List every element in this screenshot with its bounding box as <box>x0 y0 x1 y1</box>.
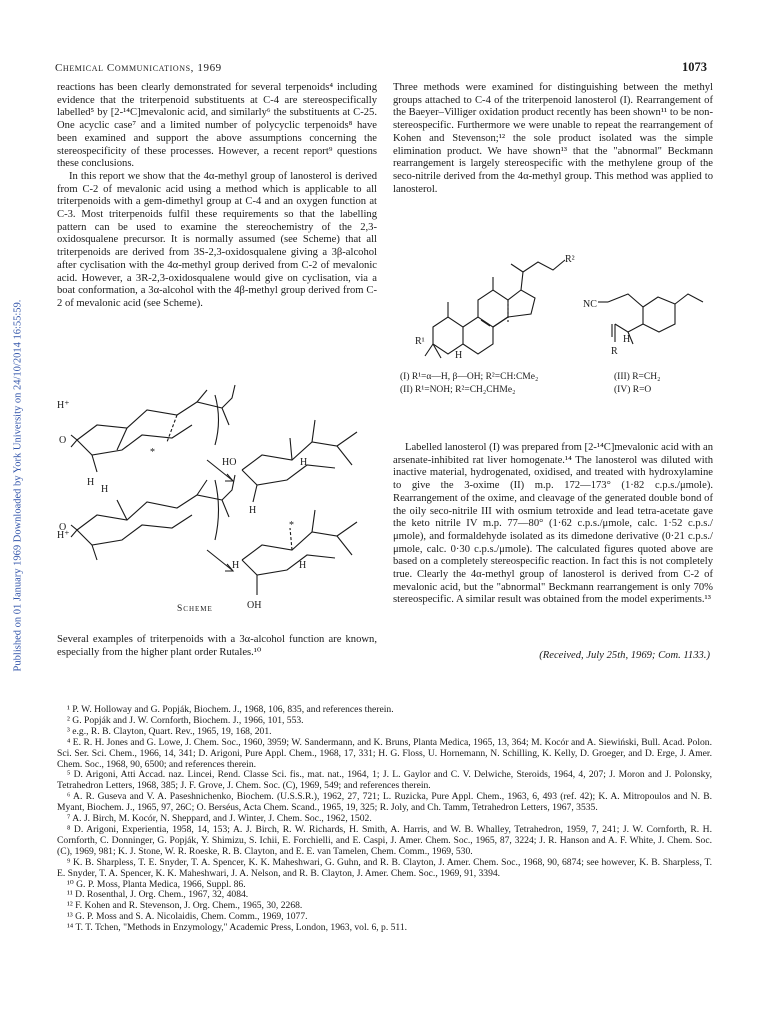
reference-11: ¹¹ D. Rosenthal, J. Org. Chem., 1967, 32, 4084. <box>67 889 249 901</box>
reference-8: ⁸ D. Arigoni, Experientia, 1958, 14, 153; A. J. Birch, R. W. Richards, H. Smith, A. Harris, and W. B. Whalley, Tetrahedron, 1959, 7, 241; J. W. Cornforth, R. H. Cornforth, C. Donninger, G. Popják, Y. Shimizu, S. Ichii, E. Forchielli, and E. Caspi, J. Amer. Chem. Soc., 1965, 87, 3224; J. R. Hanson and A. F. White, J. Chem. Soc. (C), 1969, 981; K. J. Stone, W. R. Roeske, R. B. Clayton, and E. E. van Tamelen, Chem. Comm., 1969, 530. <box>57 823 712 857</box>
reference-10: ¹⁰ G. P. Moss, Planta Medica, 1966, Suppl. 86. <box>67 878 246 890</box>
received-date: (Received, July 25th, 1969; Com. 1133.) <box>539 650 710 661</box>
reference-14: ¹⁴ T. T. Tchen, "Methods in Enzymology," Academic Press, London, 1963, vol. 6, p. 511. <box>67 922 408 934</box>
label-r2: R² <box>565 254 575 265</box>
reference-13: ¹³ G. P. Moss and S. A. Nicolaidis, Chem. Comm., 1969, 1077. <box>67 911 308 923</box>
reference-5: ⁵ D. Arigoni, Atti Accad. naz. Lincei, Rend. Classe Sci. fis., mat. nat., 1964, 1; J. L. Gaylor and C. V. Delwiche, Steroids, 1964, 4, 207; J. Moron and J. Polonsky, Tetrahedron Letters, 1968, 385; J. F. Grove, J. Chem. Soc. (C), 1969, 549; and references therein. <box>57 769 712 792</box>
label-o-bottom: O <box>59 522 67 533</box>
label-h-nitrile: H <box>623 334 631 345</box>
right-paragraph-2: Labelled lanosterol (I) was prepared from [2-¹⁴C]mevalonic acid with an arsenate-inhibited rat liver homogenate.¹⁴ The lanosterol was diluted with inactive material, hydrogenated, oxidised, and treated with hydroxylamine to give the 3-oxime (II) m.p. 172—173° (1·82 c.p.s./μmole). Rearrangement of the oxime, and cleavage of the generated double bond of the oily seco-nitrile III with osmium tetroxide and lead tetra-acetate gave the keto nitrile IV m.p. 77—80° (1·62 c.p.s./μmole, calc. 1·52 c.p.s./μmole), and formaldehyde isolated as its dimedone derivative (0·21 c.p.s./μmole, calc. 0·30 c.p.s./μmole). The calculated figures quoted above are based on a completely stereospecific reaction. In fact this is not completely true. Clearly the 4α-methyl group of lanosterol is derived from C-2 of mevalonic acid, but the "abnormal" Beckmann rearrangement is only 70% stereospecific. A similar result was obtained from the model experiments.¹³ <box>393 442 713 606</box>
left-column <box>57 82 377 311</box>
label-r: R <box>611 346 618 357</box>
references-list <box>57 705 712 934</box>
compound-label-ii: (II) R¹=NOH; R²=CH₂CHMe₂ <box>400 385 516 395</box>
left-paragraph-1: reactions has been clearly demonstrated for several terpenoids⁴ including evidence that the triterpenoid substituents at C-4 are stereospecifically labelled⁵ by [2-¹⁴C]mevalonic acid, and similarly⁶ the substituents at C-25. One acyclic case⁷ and a limited number of polycyclic terpenoids⁸ have been examined and support the above assumptions concerning the stereospecificity of these processes. However, a recent report⁹ questions these conclusions. <box>57 82 377 170</box>
label-ho: HO <box>222 457 237 468</box>
label-h-bottom-right-1: H <box>232 560 240 571</box>
scheme-caption: Scheme <box>177 604 213 614</box>
label-oh: OH <box>247 600 262 611</box>
label-h-top-right-1: H <box>249 505 257 516</box>
label-o-top: O <box>59 435 67 446</box>
cyclisation-scheme <box>57 380 377 620</box>
label-h-lanosterol: H <box>455 350 463 361</box>
label-h-plus-bottom: H⁺ <box>57 530 70 541</box>
reference-6: ⁶ A. R. Guseva and V. A. Paseshnichenko, Biochem. (U.S.S.R.), 1962, 27, 721; L. Ruzicka, Pure Appl. Chem., 1963, 6, 493 (ref. 42); K. A. Mitropoulos and N. B. Myant, Biochem. J., 1965, 97, 26C; O. Berséus, Acta Chem. Scand., 1965, 19, 325; R. Joly, and Ch. Tamm, Tetrahedron Letters, 1967, 3535. <box>57 791 712 814</box>
label-nc: NC <box>583 299 597 310</box>
right-column-lower <box>393 442 713 607</box>
reference-12: ¹² F. Kohen and R. Stevenson, J. Org. Chem., 1965, 30, 2268. <box>67 900 303 912</box>
reference-7: ⁷ A. J. Birch, M. Kocór, N. Sheppard, and J. Winter, J. Chem. Soc., 1962, 1502. <box>67 813 372 825</box>
left-paragraph-2: In this report we show that the 4α-methyl group of lanosterol is derived from C-2 of mevalonic acid using a method which is applicable to all triterpenoids with a gem-dimethyl group at C-4 and an oxygen function at C-3. Most triterpenoids fulfil these requirements so that the labelling pattern can be used to examine the stereochemistry of the 2,3-oxidosqualene precursor. It is normally assumed (see Scheme) that all triterpenoids are derived from 3S-2,3-oxidosqualene giving a 3β-alcohol after cyclisation with the 4α-methyl group derived from C-2 of mevalonic acid. However, a 3R-2,3-oxidosqualene would give on cyclisation, via a boat conformation, a 3α-alcohol with the 4β-methyl group derived from C-2 of mevalonic acid (see Scheme). <box>57 170 377 309</box>
label-star-bottom: * <box>289 520 294 531</box>
left-paragraph-3: Several examples of triterpenoids with a 3α-alcohol function are known, especially from the higher plant order Rutales.¹⁰ <box>57 634 377 658</box>
running-header-journal: Chemical Communications, 1969 <box>55 62 222 74</box>
publication-sidebar: Published on 01 January 1969 Downloaded by York University on 24/10/2014 16:55:59. <box>12 299 24 672</box>
label-h-bottom-left-top: H <box>101 484 109 495</box>
label-h-top-right-2: H <box>300 457 308 468</box>
reference-1: ¹ P. W. Holloway and G. Popják, Biochem. J., 1968, 106, 835, and references therein. <box>67 704 394 715</box>
label-h-bottom-right-2: H <box>299 560 307 571</box>
right-column <box>393 82 713 196</box>
page-number: 1073 <box>682 60 707 74</box>
reference-9: ⁹ K. B. Sharpless, T. E. Snyder, T. A. Spencer, K. K. Maheshwari, G. Guhn, and R. B. Clayton, J. Amer. Chem. Soc., 1968, 90, 6874; see however, K. B. Sharpless, T. E. Snyder, T. A. Spencer, K. K. Maheshwari, J. A. Nelson, and R. B. Clayton, J. Amer. Chem. Soc., 1969, 91, 3394. <box>57 856 712 879</box>
reference-3: ³ e.g., R. B. Clayton, Quart. Rev., 1965, 19, 168, 201. <box>67 725 272 737</box>
compound-label-iii: (III) R=CH₂ <box>614 372 661 382</box>
compound-label-iv: (IV) R=O <box>614 385 652 395</box>
label-h-top-left: H <box>87 477 95 488</box>
right-paragraph-1: Three methods were examined for distinguishing between the methyl groups attached to C-4 of the triterpenoid lanosterol (I). Rearrangement of the Baeyer–Villiger oxidation product recently has been shown¹¹ to be non-stereospecific. Furthermore we were unable to repeat the rearrangement of Kohen and Stevenson;¹² the sole product isolated was the simple elimination product. We have shown¹³ that the "abnormal" Beckmann rearrangement is largely stereospecific with the methylene group of the seco-nitrile derived from the 4α-methyl group. This method was applied to lanosterol. <box>393 82 713 195</box>
compound-label-i: (I) R¹=α—H, β—OH; R²=CH:CMe₂ <box>400 372 539 382</box>
label-r1: R¹ <box>415 336 425 347</box>
label-star-top: * <box>150 447 155 458</box>
label-h-plus-top: H⁺ <box>57 400 70 411</box>
lanosterol-structures <box>393 232 713 367</box>
reference-2: ² G. Popják and J. W. Cornforth, Biochem. J., 1966, 101, 553. <box>67 714 304 726</box>
reference-4: ⁴ E. R. H. Jones and G. Lowe, J. Chem. Soc., 1960, 3959; W. Sandermann, and K. Bruns, Planta Medica, 1965, 13, 364; M. Kocór and A. Siewiński, Bull. Acad. Polon. Sci. Ser. Sci. Chem., 1966, 14, 341; D. Arigoni, Pure Appl. Chem., 1968, 17, 331; H. G. Floss, U. Hornemann, N. Schilling, K. Kelly, D. Groeger, and D. Erge, J. Amer. Chem. Soc., 1968, 90, 6500; and references therein. <box>57 736 712 770</box>
